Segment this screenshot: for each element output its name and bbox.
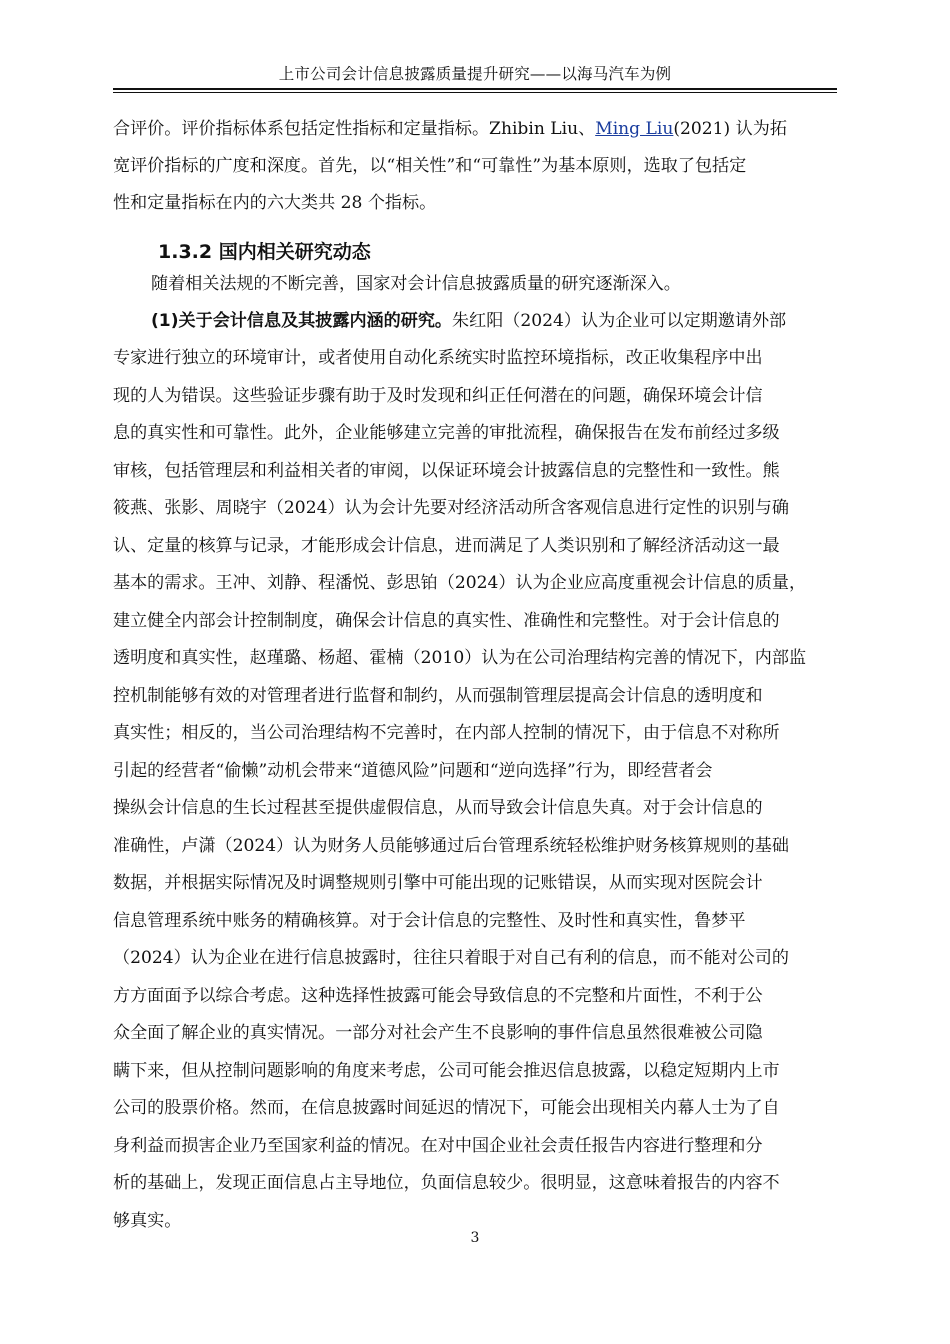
body-line: 身利益而损害企业乃至国家利益的情况。在对中国企业社会责任报告内容进行整理和分 — [113, 1135, 763, 1156]
body-line: 信息管理系统中账务的精确核算。对于会计信息的完整性、及时性和真实性，鲁梦平 — [113, 910, 746, 931]
running-header: 上市公司会计信息披露质量提升研究——以海马汽车为例 — [278, 65, 672, 83]
section-heading: 1.3.2 国内相关研究动态 — [158, 241, 371, 263]
body-line: 透明度和真实性，赵瑾璐、杨超、霍楠（2010）认为在公司治理结构完善的情况下，内部监 — [113, 648, 807, 668]
body-line: 操纵会计信息的生长过程甚至提供虚假信息，从而导致会计信息失真。对于会计信息的 — [113, 798, 763, 818]
intro-line-1 — [113, 117, 787, 141]
lead-bold-text: (1)关于会计信息及其披露内涵的研究。 — [151, 311, 453, 331]
body-line: 析的基础上，发现正面信息占主导地位，负面信息较少。很明显，这意味着报告的内容不 — [113, 1173, 780, 1193]
intro-line-2: 宽评价指标的广度和深度。首先，以“相关性”和“可靠性”为基本原则，选取了包括定 — [113, 156, 747, 176]
body-line: 息的真实性和可靠性。此外，企业能够建立完善的审批流程，确保报告在发布前经过多级 — [113, 423, 780, 443]
main-paragraph-lead — [151, 309, 786, 333]
body-line: 数据，并根据实际情况及时调整规则引擎中可能出现的记账错误，从而实现对医院会计 — [113, 873, 763, 893]
body-line: 现的人为错误。这些验证步骤有助于及时发现和纠正任何潜在的问题，确保环境会计信 — [113, 385, 763, 406]
body-line: 专家进行独立的环境审计，或者使用自动化系统实时监控环境指标，改正收集程序中出 — [113, 348, 763, 368]
body-line: 控机制能够有效的对管理者进行监督和制约，从而强制管理层提高会计信息的透明度和 — [113, 685, 763, 706]
lead-rest-text: 朱红阳（2024）认为企业可以定期邀请外部 — [452, 311, 787, 331]
body-line: 审核，包括管理层和利益相关者的审阅，以保证环境会计披露信息的完整性和一致性。熊 — [113, 460, 780, 481]
body-line: 建立健全内部会计控制制度，确保会计信息的真实性、准确性和完整性。对于会计信息的 — [113, 610, 780, 631]
body-line: 真实性；相反的，当公司治理结构不完善时，在内部人控制的情况下，由于信息不对称所 — [113, 723, 780, 743]
body-line: 众全面了解企业的真实情况。一部分对社会产生不良影响的事件信息虽然很难被公司隐 — [113, 1023, 763, 1043]
body-line: 认、定量的核算与记录，才能形成会计信息，进而满足了人类识别和了解经济活动这一最 — [113, 535, 780, 556]
body-line: 方方面面予以综合考虑。这种选择性披露可能会导致信息的不完整和片面性，不利于公 — [113, 985, 763, 1006]
body-line: 引起的经营者“偷懒”动机会带来“道德风险”问题和“逆向选择”行为，即经营者会 — [113, 760, 713, 781]
intro-line-3: 性和定量指标在内的六大类共 28 个指标。 — [113, 193, 437, 213]
header-rule-thin — [113, 92, 837, 93]
body-line: （2024）认为企业在进行信息披露时，往往只着眼于对自己有利的信息，而不能对公司的 — [113, 948, 789, 968]
section-intro: 随着相关法规的不断完善，国家对会计信息披露质量的研究逐渐深入。 — [151, 274, 681, 294]
body-line: 准确性，卢潇（2024）认为财务人员能够通过后台管理系统轻松维护财务核算规则的基础 — [113, 835, 789, 856]
body-line: 基本的需求。王冲、刘静、程潘悦、彭思铂（2024）认为企业应高度重视会计信息的质量， — [113, 573, 807, 593]
body-line: 够真实。 — [113, 1210, 182, 1231]
intro-line-1-before: 合评价。评价指标体系包括定性指标和定量指标。Zhibin Liu、 — [113, 119, 596, 139]
page-number: 3 — [470, 1230, 480, 1246]
author-link-ming-liu[interactable]: Ming Liu — [595, 119, 674, 139]
body-line: 筱燕、张影、周晓宇（2024）认为会计先要对经济活动所含客观信息进行定性的识别与确 — [113, 498, 789, 518]
body-line: 瞒下来，但从控制问题影响的角度来考虑，公司可能会推迟信息披露，以稳定短期内上市 — [113, 1060, 780, 1081]
intro-line-1-after: (2021) 认为拓 — [673, 119, 787, 139]
header-rule-thick — [113, 88, 837, 90]
body-line: 公司的股票价格。然而，在信息披露时间延迟的情况下，可能会出现相关内幕人士为了自 — [113, 1098, 780, 1118]
